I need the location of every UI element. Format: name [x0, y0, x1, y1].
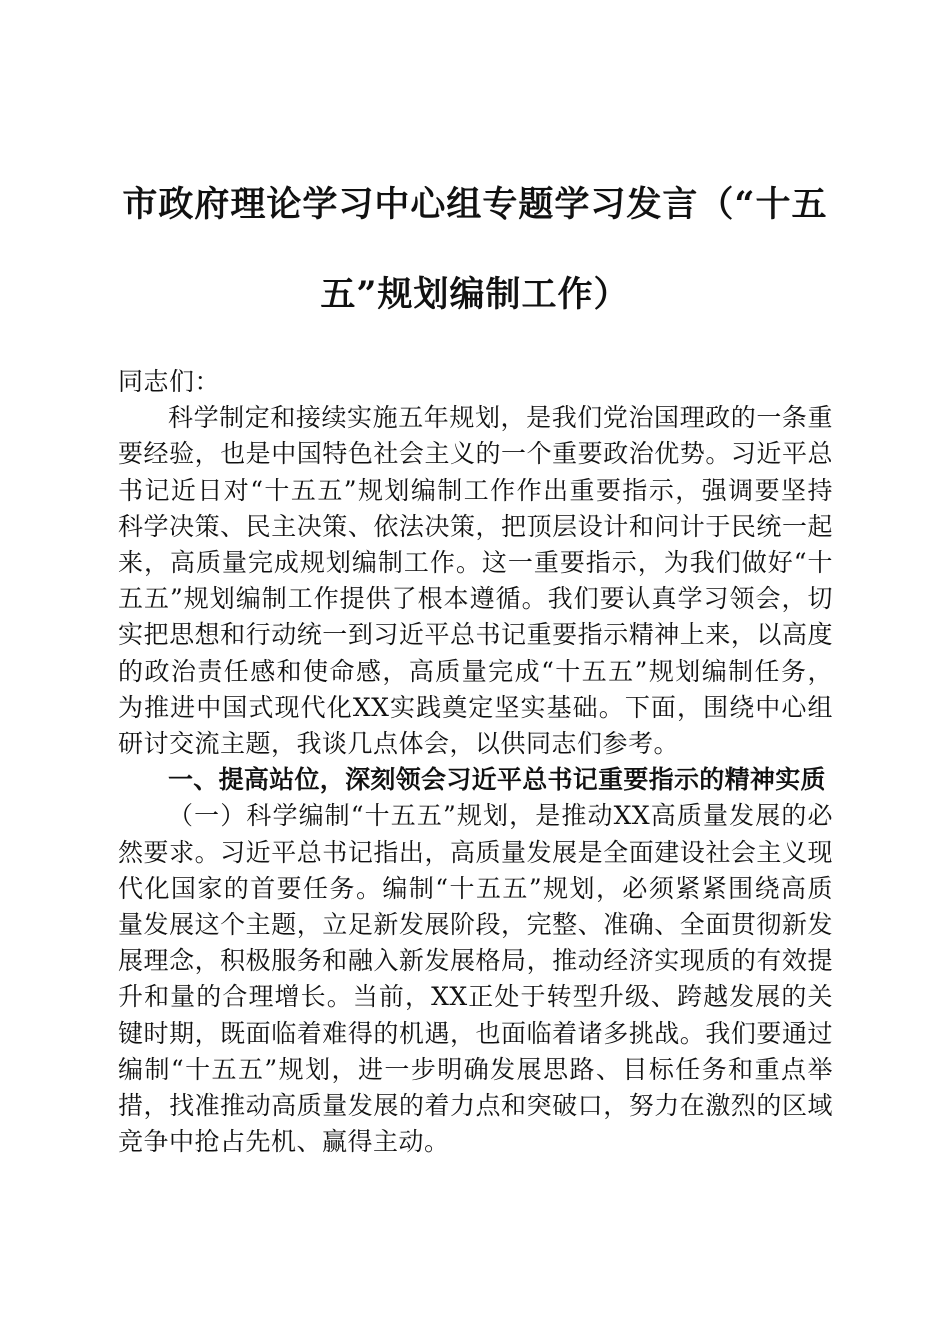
- document-title: 市政府理论学习中心组专题学习发言（“十五五”规划编制工作）: [122, 184, 828, 315]
- section-heading-1: 一、提高站位，深刻领会习近平总书记重要指示的精神实质: [168, 765, 826, 795]
- document-body: [118, 364, 833, 1160]
- intro-paragraph: 科学制定和接续实施五年规划，是我们党治国理政的一条重要经验，也是中国特色社会主义的一个重要政治优势。习近平总书记近日对“十五五”规划编制工作作出重要指示，强调要坚持科学决策、民主决策、依法决策，把顶层设计和问计于民统一起来，高质量完成规划编制工作。这一重要指示，为我们做好“十五五”规划编制工作提供了根本遵循。我们要认真学习领会，切实把思想和行动统一到习近平总书记重要指示精神上来，以高度的政治责任感和使命感，高质量完成“十五五”规划编制任务，为推进中国式现代化XX实践奠定坚实基础。下面，围绕中心组研讨交流主题，我谈几点体会，以供同志们参考。: [118, 403, 833, 759]
- subsection-paragraph-1: （一）科学编制“十五五”规划，是推动XX高质量发展的必然要求。习近平总书记指出，高质量发展是全面建设社会主义现代化国家的首要任务。编制“十五五”规划，必须紧紧围绕高质量发展这个主题，立足新发展阶段，完整、准确、全面贯彻新发展理念，积极服务和融入新发展格局，推动经济实现质的有效提升和量的合理增长。当前，XX正处于转型升级、跨越发展的关键时期，既面临着难得的机遇，也面临着诸多挑战。我们要通过编制“十五五”规划，进一步明确发展思路、目标任务和重点举措，找准推动高质量发展的着力点和突破口，努力在激烈的区域竞争中抢占先机、赢得主动。: [118, 801, 833, 1157]
- salutation: 同志们：: [118, 367, 221, 396]
